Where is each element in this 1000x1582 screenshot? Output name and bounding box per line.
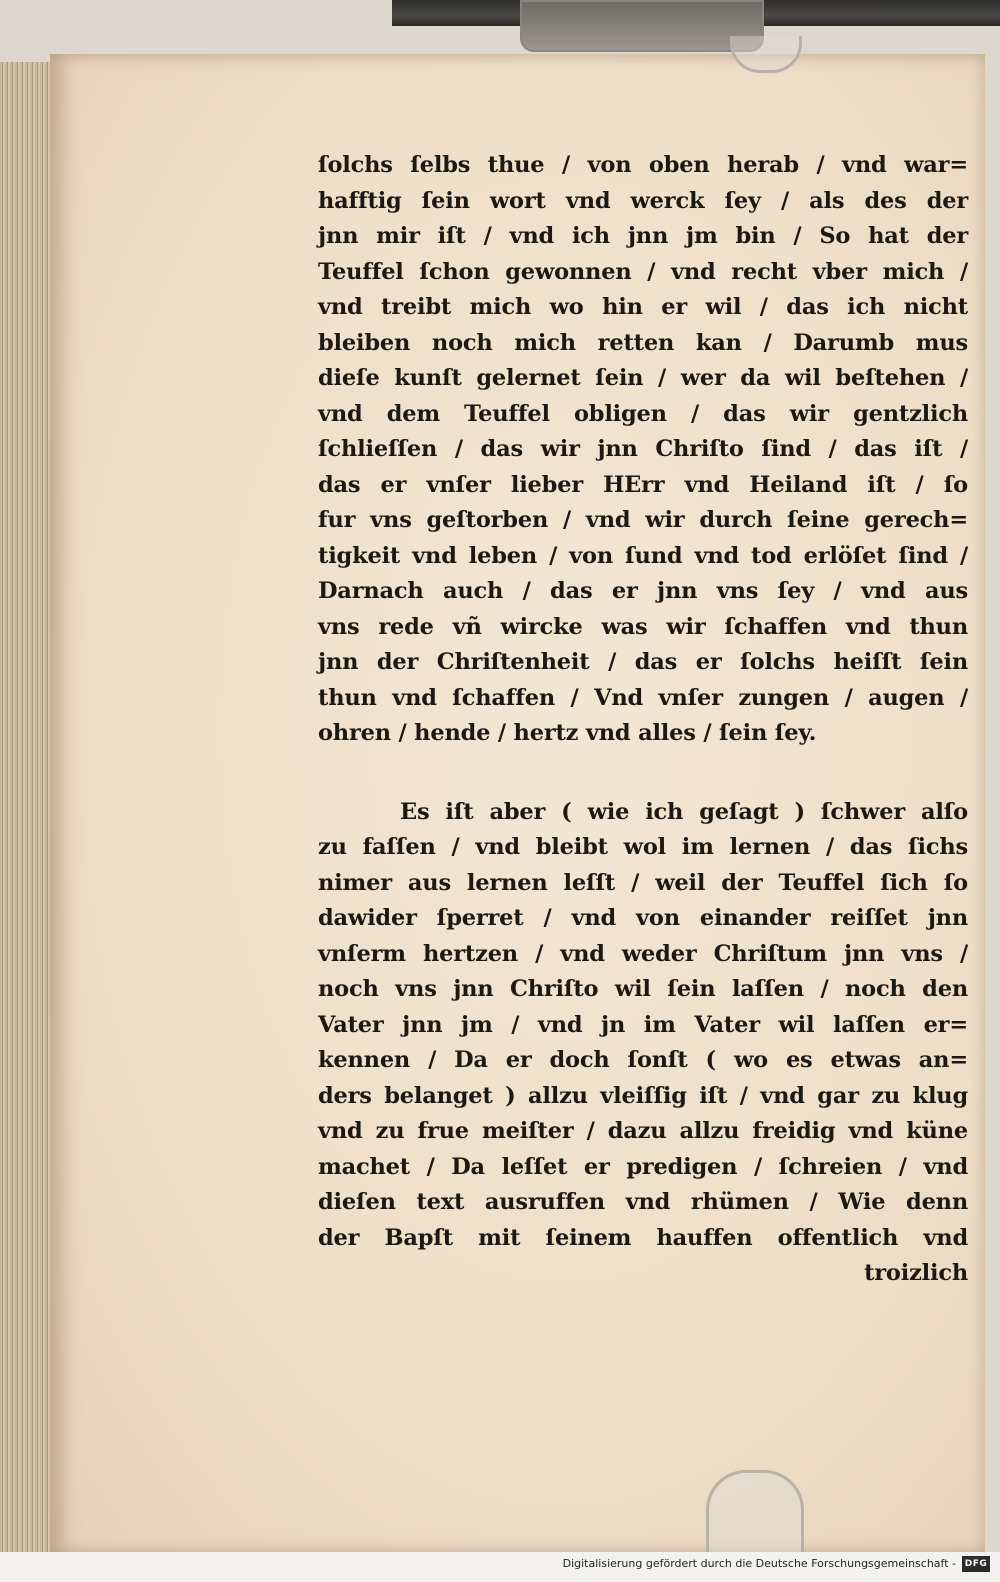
text-line: hafftig ſein wort vnd werck ſey / als des der: [318, 187, 968, 214]
text-line: Es iſt aber ( wie ich geſagt ) ſchwer alſo: [400, 798, 968, 825]
text-line: ders belanget ) allzu vleiſſig iſt / vnd gar zu klug: [318, 1082, 968, 1109]
text-line: nimer aus lernen leſſt / weil der Teuffel ſich ſo: [318, 869, 968, 896]
text-line: Teuffel ſchon gewonnen / vnd recht vber mich /: [318, 258, 968, 285]
funding-credit: Digitalisierung gefördert durch die Deutsche Forschungsgemeinschaft -: [562, 1557, 956, 1570]
text-line: vnd zu frue meiſter / dazu allzu freidig vnd küne: [318, 1118, 968, 1144]
text-line: Darnach auch / das er jnn vns ſey / vnd aus: [318, 578, 968, 604]
text-line: bleiben noch mich retten kan / Darumb mus: [318, 329, 968, 356]
text-line: jnn mir iſt / vnd ich jnn jm bin / So hat der: [318, 223, 968, 249]
binding-strap: [520, 0, 764, 52]
text-line: das er vnſer lieber HErr vnd Heiland iſt / ſo: [318, 471, 968, 498]
text-line: Vater jnn jm / vnd jn im Vater wil laſſen er=: [318, 1011, 968, 1038]
page-edges: [0, 62, 54, 1552]
text-line: fur vns geſtorben / vnd wir durch ſeine gerech=: [318, 507, 968, 533]
dfg-logo: DFG: [962, 1556, 990, 1572]
text-line: vns rede vñ wircke was wir ſchaffen vnd thun: [318, 613, 968, 640]
text-line: noch vns jnn Chriſto wil ſein laſſen / noch den: [318, 976, 968, 1002]
text-line: vnd treibt mich wo hin er wil / das ich nicht: [318, 294, 968, 320]
text-line: zu faſſen / vnd bleibt wol im lernen / das ſichs: [318, 834, 968, 860]
text-line: dawider ſperret / vnd von einander reiſſet jnn: [318, 905, 968, 931]
text-line: dieſen text ausruffen vnd rhümen / Wie denn: [318, 1189, 968, 1215]
text-line: kennen / Da er doch ſonſt ( wo es etwas an=: [318, 1047, 968, 1073]
page-text: [318, 148, 968, 1292]
text-line: ſolchs ſelbs thue / von oben herab / vnd war=: [318, 152, 968, 178]
page-clip-bottom: [706, 1470, 804, 1563]
text-line: ohren / hende / hertz vnd alles / ſein ſey.: [318, 720, 817, 746]
text-line: ſchlieſſen / das wir jnn Chriſto ſind / das iſt /: [318, 436, 968, 462]
paragraph-1: [318, 148, 968, 752]
text-line: vnd dem Teuffel obligen / das wir gentzlich: [318, 400, 968, 427]
text-line: dieſe kunſt gelernet ſein / wer da wil beſtehen /: [318, 365, 968, 391]
text-line: vnſerm hertzen / vnd weder Chriſtum jnn vns /: [318, 940, 968, 967]
text-line: jnn der Chriſtenheit / das er ſolchs heiſſt ſein: [318, 649, 968, 675]
text-line: tigkeit vnd leben / von ſund vnd tod erlöſet ſind /: [318, 542, 968, 569]
paragraph-2: [318, 795, 968, 1257]
text-line: thun vnd ſchaffen / Vnd vnſer zungen / augen /: [318, 684, 968, 711]
text-line: der Bapſt mit ſeinem hauffen offentlich vnd: [318, 1224, 968, 1251]
catchword: troizlich: [864, 1260, 968, 1286]
text-line: machet / Da leſſet er predigen / ſchreien / vnd: [318, 1153, 968, 1180]
